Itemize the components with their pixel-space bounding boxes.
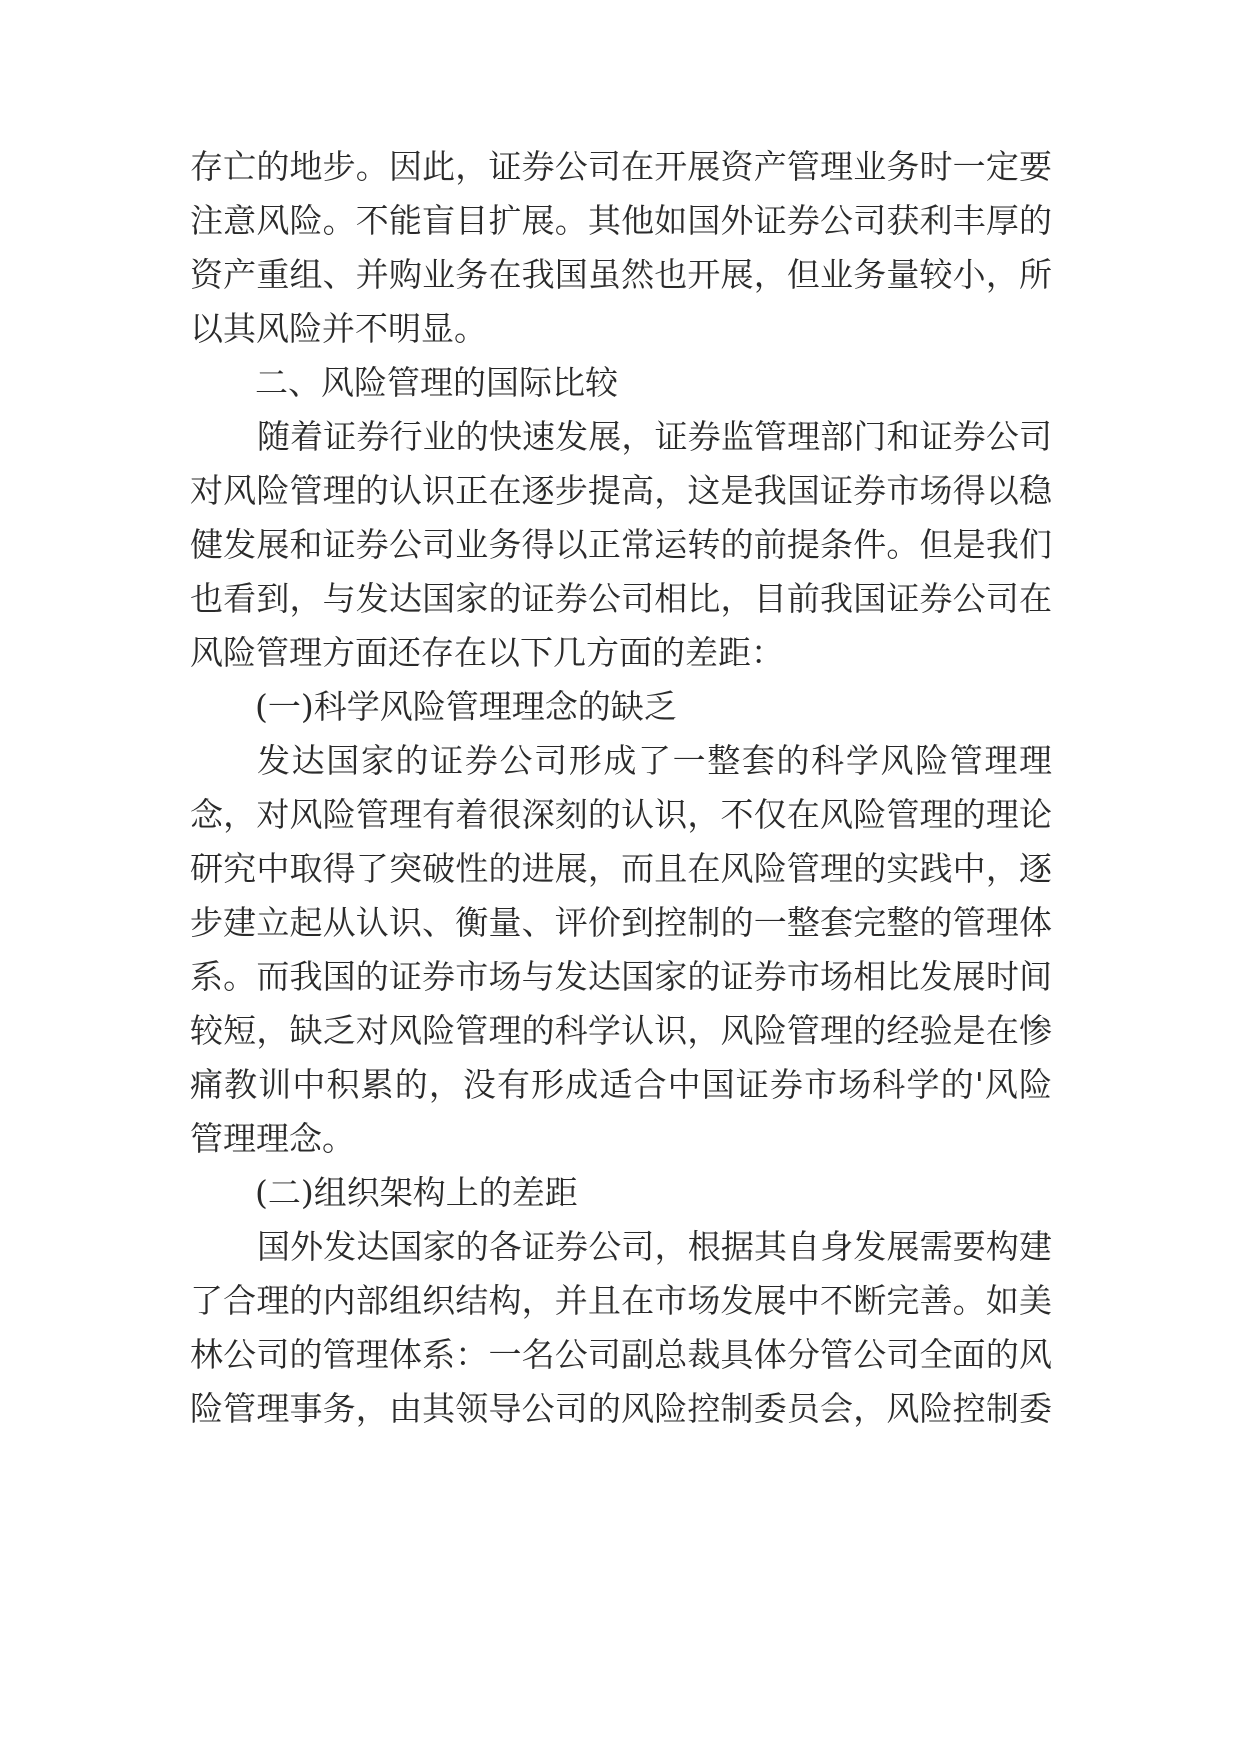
text-line: 念，对风险管理有着很深刻的认识，不仅在风险管理的理论	[190, 795, 1052, 834]
text-line: 了合理的内部组织结构，并且在市场发展中不断完善。如美	[190, 1281, 1052, 1320]
text-line: 发达国家的证券公司形成了一整套的科学风险管理理	[257, 741, 1052, 780]
text-line: 对风险管理的认识正在逐步提高，这是我国证券市场得以稳	[190, 471, 1052, 510]
text-line: 国外发达国家的各证券公司，根据其自身发展需要构建	[257, 1227, 1052, 1266]
section-heading: 二、风险管理的国际比较	[255, 363, 618, 402]
text-line: 风险管理方面还存在以下几方面的差距：	[190, 633, 784, 672]
text-line: 险管理事务，由其领导公司的风险控制委员会，风险控制委	[190, 1389, 1052, 1428]
text-line: 健发展和证券公司业务得以正常运转的前提条件。但是我们	[190, 525, 1052, 564]
text-line: 以其风险并不明显。	[190, 309, 487, 348]
subsection-heading: (二)组织架构上的差距	[255, 1173, 578, 1212]
text-line: 注意风险。不能盲目扩展。其他如国外证券公司获利丰厚的	[190, 201, 1052, 240]
text-line: 研究中取得了突破性的进展，而且在风险管理的实践中，逐	[190, 849, 1052, 888]
text-line: 较短，缺乏对风险管理的科学认识，风险管理的经验是在惨	[190, 1011, 1052, 1050]
text-line: 也看到，与发达国家的证券公司相比，目前我国证券公司在	[190, 579, 1052, 618]
text-line: 存亡的地步。因此，证券公司在开展资产管理业务时一定要	[190, 147, 1052, 186]
text-line: 随着证券行业的快速发展，证券监管理部门和证券公司	[257, 417, 1052, 456]
text-line: 管理理念。	[190, 1119, 355, 1158]
text-line: 痛教训中积累的，没有形成适合中国证券市场科学的'风险	[190, 1065, 1052, 1104]
text-line: 林公司的管理体系：一名公司副总裁具体分管公司全面的风	[190, 1335, 1052, 1374]
text-line: 步建立起从认识、衡量、评价到控制的一整套完整的管理体	[190, 903, 1052, 942]
subsection-heading: (一)科学风险管理理念的缺乏	[255, 687, 677, 726]
text-line: 系。而我国的证券市场与发达国家的证券市场相比发展时间	[190, 957, 1052, 996]
text-line: 资产重组、并购业务在我国虽然也开展，但业务量较小，所	[190, 255, 1052, 294]
